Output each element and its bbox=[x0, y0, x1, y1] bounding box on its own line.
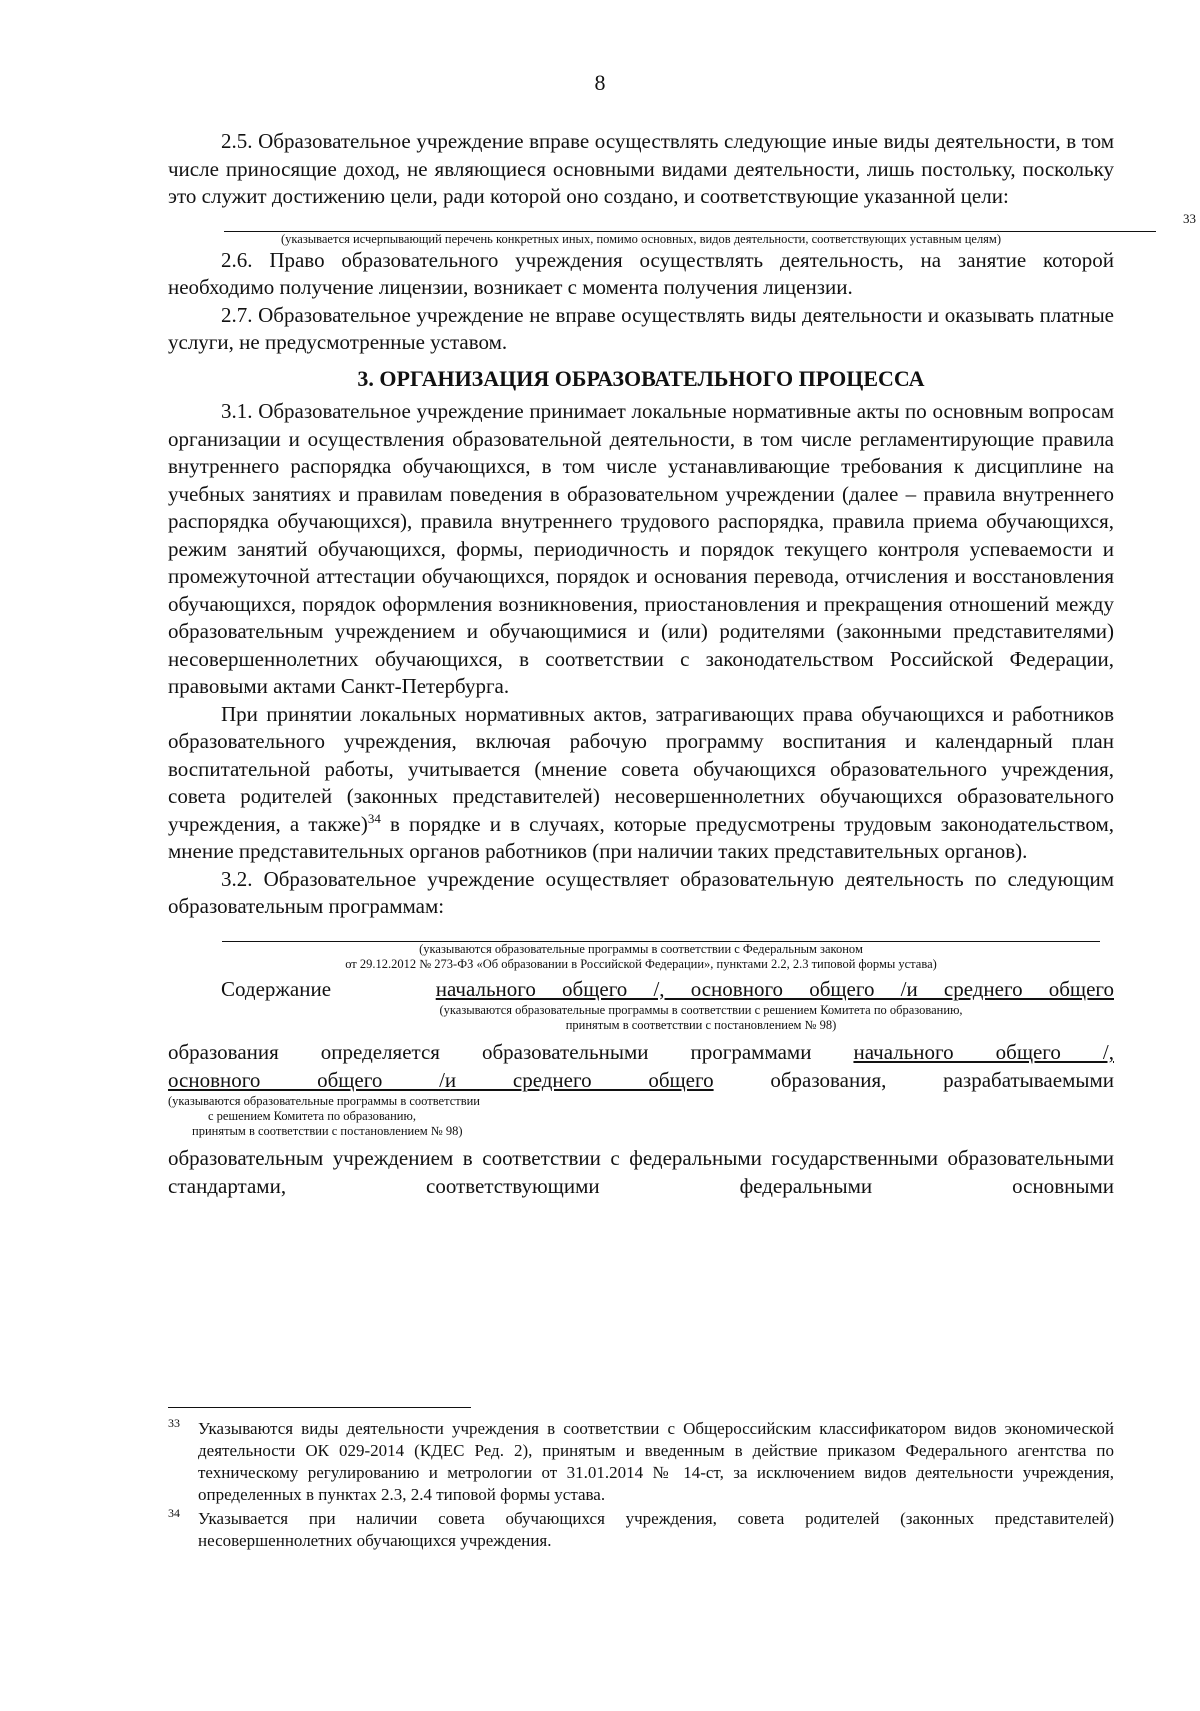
footnote-text: Указывается при наличии совета обучающихся учреждения, совета родителей (законных представителей) несовершеннолетних обучающихся учреждения. bbox=[198, 1509, 1114, 1550]
hint-note-committee-2-line2: с решением Комитета по образованию, bbox=[208, 1109, 416, 1123]
paragraph-3-1: 3.1. Образовательное учреждение принимает локальные нормативные акты по основным вопросам организации и осуществления образовательной деятельности, в том числе регламентирующие правила внутреннего распорядка обучающихся, в том числе устанавливающие требования к дисциплине на учебных занятиях и правилам поведения в образовательном учреждении (далее – правила внутреннего распорядка обучающихся), правила внутреннего трудового распорядка, правила приема обучающихся, режим занятий обучающихся, формы, периодичность и порядок текущего контроля успеваемости и промежуточной аттестации обучающихся, порядок и основания перевода, отчисления и восстановления обучающихся, порядок оформления возникновения, приостановления и прекращения отношений между образовательным учреждением и обучающимися и (или) родителями (законными представителями) несовершеннолетних обучающихся, в соответствии с законодательством Российской Федерации, правовыми актами Санкт-Петербурга. bbox=[168, 399, 1114, 698]
paragraph-3-1-part-a: При принятии локальных нормативных актов, затрагивающих права обучающихся и работников образовательного учреждения, включая рабочую программу воспитания и календарный план воспитательной работы, учитывается (мнение совета обучающихся образовательного учреждения, совета родителей (законных представителей) несовершеннолетних обучающихся образовательного учреждения, а также) bbox=[168, 701, 1114, 836]
final-paragraph: образовательным учреждением в соответствии с федеральными государственными образовательными стандартами, соответствующими федеральными основными bbox=[168, 1146, 1114, 1198]
education-line-b bbox=[168, 1067, 1114, 1095]
paragraph-3-1-part-b: в порядке и в случаях, которые предусмотрены трудовым законодательством, мнение представительных органов работников (при наличии таких представительных органов). bbox=[168, 811, 1115, 863]
footnote-ref-33: 33 bbox=[1183, 210, 1196, 226]
footnotes bbox=[168, 1418, 1114, 1554]
hint-note-committee-2-line3: принятым в соответствии с постановлением № 98) bbox=[192, 1124, 463, 1138]
footnote-separator bbox=[168, 1407, 471, 1408]
footnote-mark: 34 bbox=[168, 1506, 180, 1520]
footnote-text: Указываются виды деятельности учреждения в соответствии с Общероссийским классификатором видов экономической деятельности ОК 029-2014 (КДЕС Ред. 2), принятым и введенным в действие приказом Федерального агентства по техническому регулированию и метрологии от 31.01.2014 № 14-ст, за исключением видов деятельности учреждения, определенных в пунктах 2.3, 2.4 типовой формы устава. bbox=[198, 1419, 1114, 1504]
footnote-34 bbox=[168, 1508, 1114, 1552]
main-content bbox=[168, 128, 1196, 1200]
education-line-b-programs: основного общего /и среднего общего bbox=[168, 1067, 714, 1092]
content-programs: начального общего /, основного общего /и среднего общего bbox=[435, 976, 1114, 1001]
education-line-b-text: образования, разрабатываемыми bbox=[770, 1067, 1114, 1092]
footnote-mark: 33 bbox=[168, 1416, 180, 1430]
hint-note-programs bbox=[168, 942, 1114, 972]
hint-note-committee bbox=[168, 1003, 1114, 1033]
paragraph-2-5: 2.5. Образовательное учреждение вправе осуществлять следующие иные виды деятельности, в том числе приносящие доход, не являющиеся основными видами деятельности, лишь постольку, поскольку это служит достижению цели, ради которой оно создано, и соответствующие указанной цели: bbox=[168, 129, 1114, 208]
hint-note-committee-line1: (указываются образовательные программы в соответствии с решением Комитета по образованию, bbox=[439, 1003, 963, 1017]
paragraph-2-7: 2.7. Образовательное учреждение не вправе осуществлять виды деятельности и оказывать платные услуги, не предусмотренные уставом. bbox=[168, 302, 1114, 354]
footnote-ref-34: 34 bbox=[367, 810, 381, 826]
education-line-a bbox=[168, 1039, 1114, 1067]
footnote-33 bbox=[168, 1418, 1114, 1506]
section-heading-3: 3. ОРГАНИЗАЦИЯ ОБРАЗОВАТЕЛЬНОГО ПРОЦЕССА bbox=[357, 365, 925, 391]
content-line bbox=[168, 976, 1114, 1004]
page-number: 8 bbox=[594, 70, 606, 95]
paragraph-3-2: 3.2. Образовательное учреждение осуществляет образовательную деятельность по следующим образовательным программам: bbox=[168, 866, 1114, 918]
hint-note-committee-2-line1: (указываются образовательные программы в соответствии bbox=[168, 1094, 480, 1108]
hint-note-programs-line2: от 29.12.2012 № 273-ФЗ «Об образовании в Российской Федерации», пунктами 2.2, 2.3 типовой формы устава) bbox=[345, 956, 937, 971]
fill-in-line-programs bbox=[222, 923, 1100, 942]
hint-note-committee-2 bbox=[168, 1094, 588, 1139]
hint-note-committee-line2: принятым в соответствии с постановлением № 98) bbox=[565, 1018, 837, 1032]
hint-note-activities: (указывается исчерпывающий перечень конкретных иных, помимо основных, видов деятельности, соответствующих уставным целям) bbox=[280, 231, 1002, 246]
hint-note-programs-line1: (указываются образовательные программы в соответствии с Федеральным законом bbox=[419, 941, 863, 956]
paragraph-2-6: 2.6. Право образовательного учреждения осуществлять деятельность, на занятие которой необходимо получение лицензии, возникает с момента получения лицензии. bbox=[168, 247, 1114, 299]
paragraph-3-1-local-acts bbox=[168, 701, 1114, 866]
fill-in-line bbox=[224, 210, 1196, 232]
education-line-a-programs: начального общего /, bbox=[853, 1040, 1114, 1064]
education-line-a-text: образования определяется образовательными программами bbox=[168, 1040, 812, 1064]
content-word: Содержание bbox=[221, 976, 332, 1001]
